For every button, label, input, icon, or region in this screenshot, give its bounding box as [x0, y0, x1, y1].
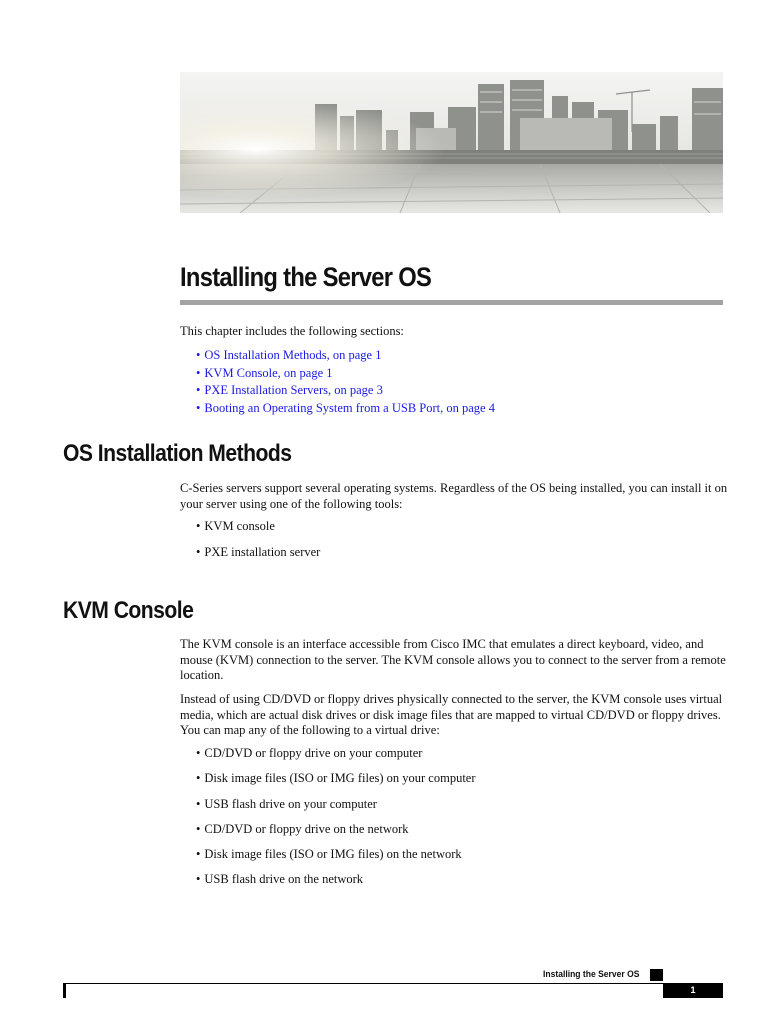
bullet: •: [196, 847, 201, 862]
bullet: •: [196, 400, 201, 415]
toc-link-kvm-console[interactable]: KVM Console, on page 1: [204, 365, 333, 380]
list-item-text: Disk image files (ISO or IMG files) on your computer: [204, 771, 476, 786]
list-item: [196, 847, 476, 862]
bullet: •: [196, 383, 201, 397]
bullet: •: [196, 796, 201, 811]
chapter-toc: [196, 347, 495, 417]
footer-rule: [66, 983, 663, 984]
os-methods-paragraph: C-Series servers support several operating systems. Regardless of the OS being installed, you can install it on your server using one of the following tools:: [180, 481, 728, 511]
bullet: •: [196, 365, 201, 380]
kvm-paragraph-2: Instead of using CD/DVD or floppy drives physically connected to the server, the KVM console uses virtual media, which are actual disk drives or disk image files that are mapped to virtual CD/DVD or floppy drives. You can map any of the following to a virtual drive:: [180, 692, 723, 737]
toc-item[interactable]: [196, 365, 495, 383]
list-item: [196, 519, 320, 534]
list-item-text: CD/DVD or floppy drive on the network: [204, 821, 409, 836]
toc-item[interactable]: [196, 400, 495, 418]
bullet: •: [196, 872, 201, 887]
chapter-intro: This chapter includes the following sections:: [180, 324, 404, 338]
toc-item[interactable]: [196, 382, 495, 400]
list-item-text: CD/DVD or floppy drive on your computer: [204, 746, 423, 760]
bullet: •: [196, 545, 201, 559]
bullet: •: [196, 746, 201, 760]
list-item-text: Disk image files (ISO or IMG files) on the network: [204, 847, 462, 862]
toc-link-booting-usb-port[interactable]: Booting an Operating System from a USB Port, on page 4: [204, 400, 495, 415]
section-heading-kvm-console: KVM Console: [63, 597, 194, 624]
chapter-title: Installing the Server OS: [180, 262, 432, 292]
list-item: [196, 545, 320, 560]
footer-marker: [650, 969, 663, 981]
page-number: 1: [663, 983, 723, 998]
bullet: •: [196, 348, 201, 362]
list-item: [196, 797, 476, 812]
list-item-text: USB flash drive on your computer: [204, 796, 377, 811]
toc-link-os-installation-methods[interactable]: OS Installation Methods, on page 1: [204, 348, 382, 362]
title-rule: [180, 300, 723, 305]
list-item: [196, 872, 476, 887]
bullet: •: [196, 771, 201, 786]
bullet: •: [196, 519, 201, 533]
list-item-text: PXE installation server: [204, 545, 321, 559]
toc-link-pxe-installation-servers[interactable]: PXE Installation Servers, on page 3: [204, 383, 383, 397]
list-item-text: KVM console: [204, 519, 275, 533]
list-item: [196, 771, 476, 786]
kvm-paragraph-1: The KVM console is an interface accessible from Cisco IMC that emulates a direct keyboard, video, and mouse (KVM) connection to the server. The KVM console allows you to connect to the server from a remote location.: [180, 637, 726, 682]
footer-chapter-label: Installing the Server OS: [543, 969, 640, 980]
chapter-banner-image: [180, 72, 723, 213]
list-item: [196, 822, 476, 837]
toc-item[interactable]: [196, 347, 495, 365]
list-item: [196, 746, 476, 761]
bullet: •: [196, 821, 201, 836]
list-item-text: USB flash drive on the network: [204, 872, 364, 887]
kvm-virtual-drive-list: [196, 746, 476, 887]
footer-left-bar: [63, 983, 66, 998]
section-heading-os-installation-methods: OS Installation Methods: [63, 440, 292, 467]
os-methods-list: [196, 519, 320, 560]
